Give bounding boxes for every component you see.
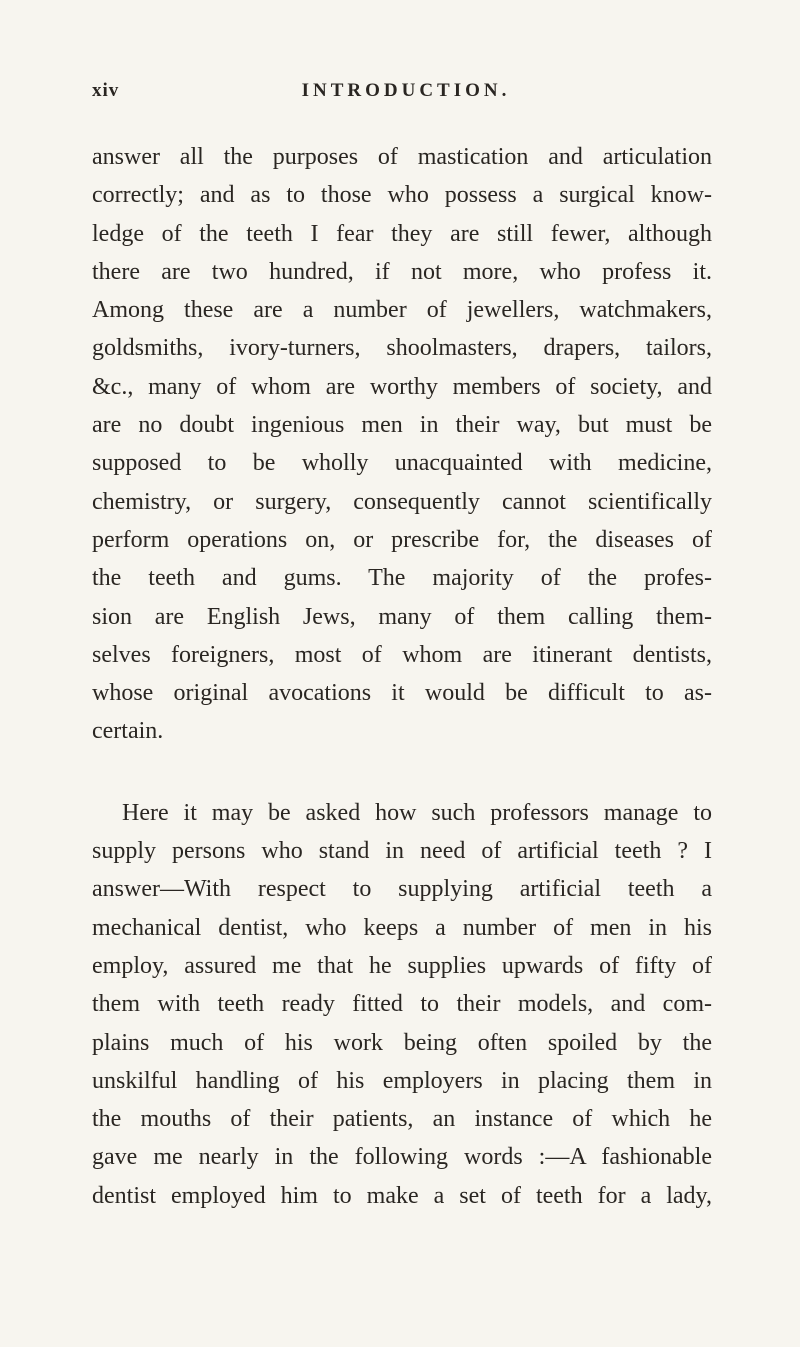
text-line: employ, assured me that he supplies upwards of fifty of	[92, 952, 712, 979]
paragraph-spacer	[92, 751, 712, 794]
text-line: them with teeth ready fitted to their models, and com-	[92, 991, 712, 1018]
text-line: perform operations on, or prescribe for, the diseases of	[92, 526, 712, 553]
text-line: mechanical dentist, who keeps a number of men in his	[92, 914, 712, 941]
paragraph-1	[92, 138, 712, 751]
text-line: Here it may be asked how such professors manage to	[122, 799, 712, 826]
text-line: unskilful handling of his employers in placing them in	[92, 1067, 712, 1094]
text-line: gave me nearly in the following words :—A fashionable	[92, 1144, 712, 1171]
running-title: INTRODUCTION.	[301, 80, 511, 101]
text-line: sion are English Jews, many of them calling them-	[92, 603, 712, 630]
text-line: plains much of his work being often spoiled by the	[92, 1029, 712, 1056]
text-line: selves foreigners, most of whom are itinerant dentists,	[92, 641, 712, 668]
text-line: there are two hundred, if not more, who profess it.	[92, 258, 712, 285]
paragraph-2	[92, 794, 712, 1215]
text-line: the teeth and gums. The majority of the profes-	[92, 565, 712, 592]
text-line: the mouths of their patients, an instance of which he	[92, 1106, 712, 1133]
page-number: xiv	[92, 80, 120, 101]
text-line: whose original avocations it would be difficult to as-	[92, 680, 712, 707]
text-line: are no doubt ingenious men in their way, but must be	[92, 412, 712, 439]
text-line: certain.	[92, 718, 164, 745]
text-line: correctly; and as to those who possess a surgical know-	[92, 182, 712, 209]
body-text	[92, 138, 712, 1215]
text-line: answer—With respect to supplying artificial teeth a	[92, 876, 712, 903]
text-line: &c., many of whom are worthy members of society, and	[92, 373, 712, 400]
text-line: ledge of the teeth I fear they are still fewer, although	[92, 220, 712, 247]
text-line: goldsmiths, ivory-turners, shoolmasters, drapers, tailors,	[92, 335, 712, 362]
text-line: answer all the purposes of mastication and articulation	[92, 144, 712, 170]
text-line: Among these are a number of jewellers, watchmakers,	[92, 297, 712, 324]
text-line: supposed to be wholly unacquainted with medicine,	[92, 450, 712, 477]
text-line: chemistry, or surgery, consequently cannot scientifically	[92, 488, 712, 515]
text-line: dentist employed him to make a set of teeth for a lady,	[92, 1182, 712, 1209]
text-line: supply persons who stand in need of artificial teeth ? I	[92, 838, 712, 865]
running-header	[92, 80, 720, 110]
